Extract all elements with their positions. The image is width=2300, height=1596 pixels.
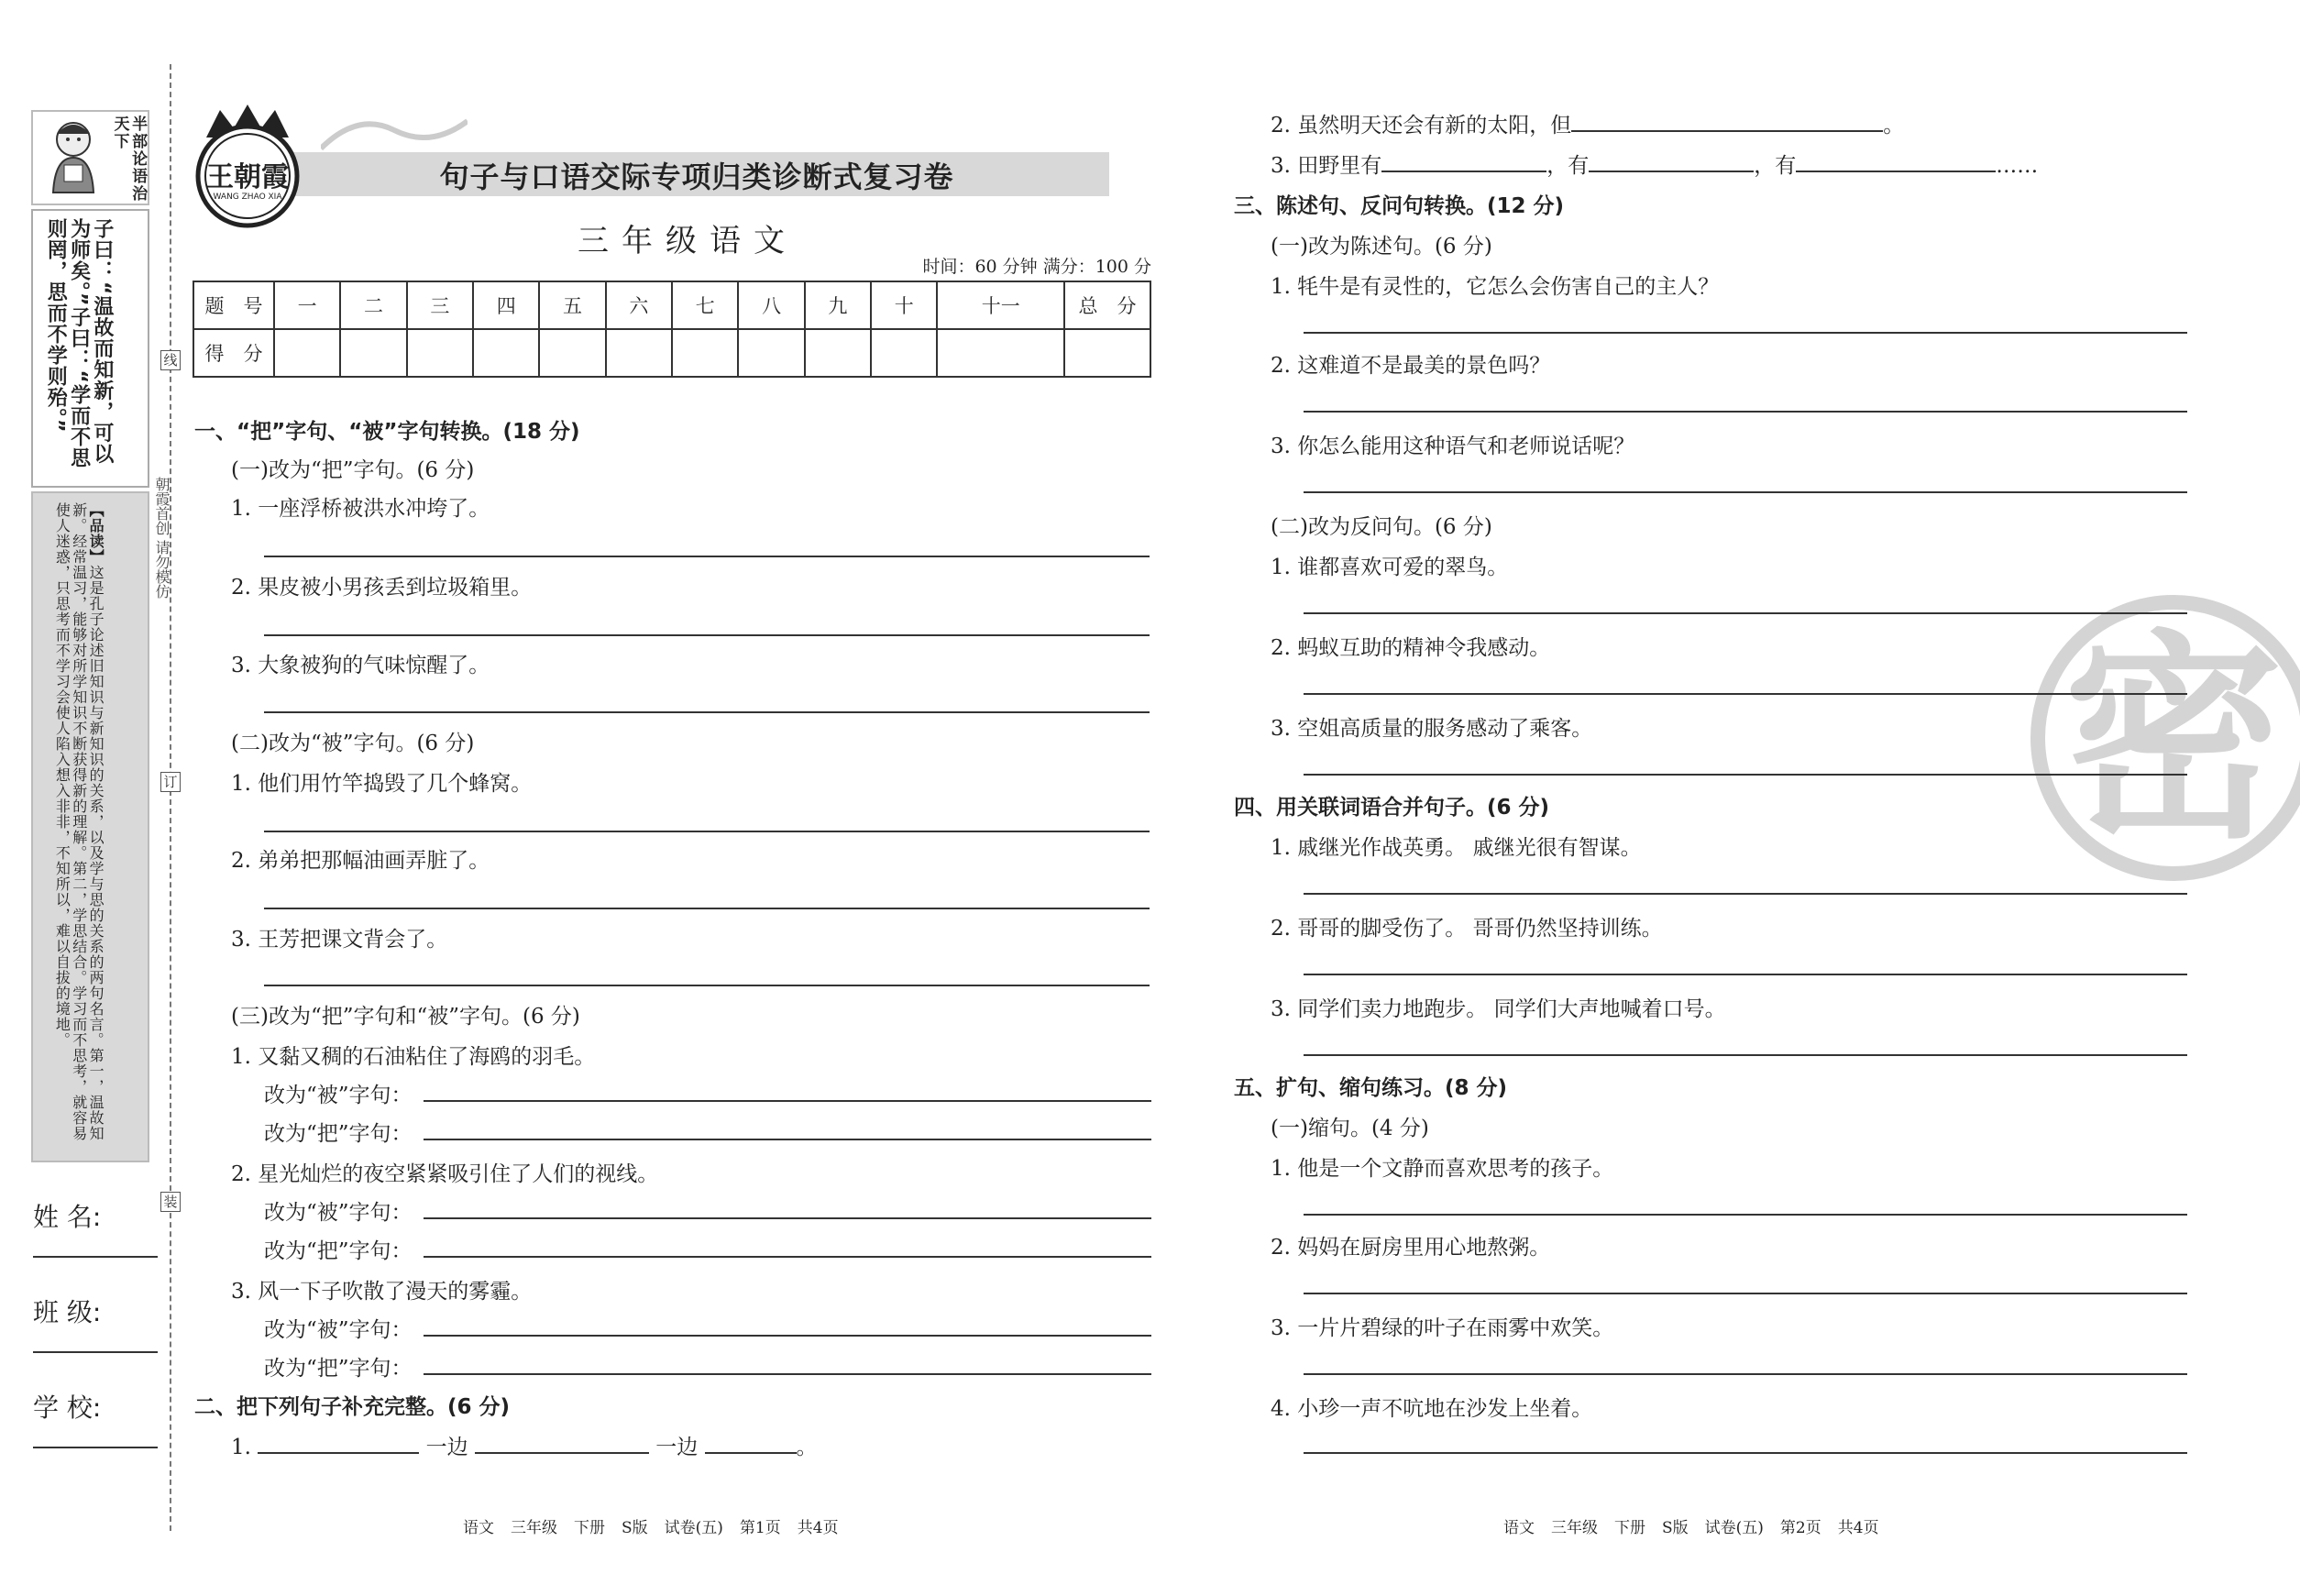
answer-line[interactable] bbox=[1304, 1054, 2187, 1056]
convert-bei-label: 改为“被”字句： bbox=[264, 1201, 413, 1225]
footer-2-subject: 语文 bbox=[1503, 1519, 1535, 1537]
question-4-1: 1. 戚继光作战英勇。 戚继光很有智谋。 bbox=[1271, 836, 1642, 860]
section-2-heading: 二、把下列句子补充完整。(6 分) bbox=[194, 1395, 511, 1419]
score-header-row bbox=[193, 281, 1150, 329]
question-2-1-a: 一边 bbox=[425, 1436, 468, 1459]
name-label: 姓 名: bbox=[33, 1202, 102, 1232]
footer-1-page: 第1页 bbox=[739, 1519, 781, 1537]
class-label: 班 级: bbox=[33, 1297, 102, 1327]
fill-blank[interactable] bbox=[258, 1432, 419, 1454]
question-5a-2: 2. 妈妈在厨房里用心地熬粥。 bbox=[1271, 1236, 1551, 1260]
class-field[interactable] bbox=[33, 1293, 158, 1329]
page-title: 句子与口语交际专项归类诊断式复习卷 bbox=[439, 160, 954, 194]
score-col-5: 五 bbox=[539, 281, 605, 329]
score-col-3: 三 bbox=[407, 281, 473, 329]
score-table bbox=[193, 281, 1151, 378]
series-tag: 半部论语治天下 bbox=[110, 116, 148, 203]
footer-2-volume: 下册 bbox=[1614, 1519, 1645, 1537]
score-col-2: 二 bbox=[340, 281, 406, 329]
score-col-6: 六 bbox=[606, 281, 672, 329]
footer-2-edition: S版 bbox=[1662, 1519, 1689, 1537]
score-cell[interactable] bbox=[805, 329, 871, 377]
footer-1-edition: S版 bbox=[622, 1519, 648, 1537]
question-2-1-num: 1. bbox=[231, 1436, 251, 1459]
answer-line[interactable] bbox=[1304, 974, 2187, 975]
answer-line[interactable] bbox=[424, 1373, 1151, 1375]
section-4-heading: 四、用关联词语合并句子。(6 分) bbox=[1234, 796, 1550, 820]
score-cell[interactable] bbox=[407, 329, 473, 377]
answer-line[interactable] bbox=[1304, 411, 2187, 413]
section-5-heading: 五、扩句、缩句练习。(8 分) bbox=[1234, 1076, 1508, 1100]
answer-line[interactable] bbox=[1304, 1373, 2187, 1375]
footer-2-total: 共4页 bbox=[1837, 1519, 1879, 1537]
cut-mark-zhuang: 装 bbox=[160, 1192, 181, 1212]
answer-line[interactable] bbox=[264, 908, 1150, 909]
question-2-3-mid1: ，有 bbox=[1546, 154, 1590, 178]
score-col-4: 四 bbox=[473, 281, 539, 329]
brand-name-en: WANG ZHAO XIA bbox=[213, 193, 282, 202]
school-label: 学 校: bbox=[33, 1392, 102, 1423]
answer-line[interactable] bbox=[264, 556, 1150, 557]
question-2-1 bbox=[231, 1430, 818, 1460]
question-1c-2: 2. 星光灿烂的夜空紧紧吸引住了人们的视线。 bbox=[231, 1162, 659, 1186]
name-input-line[interactable] bbox=[33, 1256, 158, 1258]
question-1a-1: 1. 一座浮桥被洪水冲垮了。 bbox=[231, 497, 490, 521]
question-3b-3: 3. 空姐高质量的服务感动了乘客。 bbox=[1271, 717, 1593, 741]
time-info: 时间：60 分钟 满分：100 分 bbox=[922, 257, 1151, 277]
notice-text: 朝霞首创 请勿模仿 bbox=[153, 477, 171, 600]
footer-2-page: 第2页 bbox=[1779, 1519, 1821, 1537]
convert-ba-label: 改为“把”字句： bbox=[264, 1357, 413, 1381]
answer-line[interactable] bbox=[1304, 893, 2187, 895]
fill-blank[interactable] bbox=[1381, 150, 1546, 172]
score-cell[interactable] bbox=[340, 329, 406, 377]
question-2-3-mid2: ，有 bbox=[1754, 154, 1797, 178]
commentary-text bbox=[53, 502, 104, 1150]
brand-name: 王朝霞 bbox=[206, 161, 289, 193]
answer-line[interactable] bbox=[424, 1139, 1151, 1140]
answer-line[interactable] bbox=[1304, 1452, 2187, 1454]
fill-blank[interactable] bbox=[705, 1432, 797, 1454]
question-2-1-end: 。 bbox=[796, 1436, 818, 1459]
question-3a-3: 3. 你怎么能用这种语气和老师说话呢？ bbox=[1271, 435, 1635, 458]
name-field[interactable] bbox=[33, 1197, 158, 1234]
answer-line[interactable] bbox=[264, 985, 1150, 986]
question-3a-1: 1. 牦牛是有灵性的，它怎么会伤害自己的主人？ bbox=[1271, 275, 1720, 299]
score-col-7: 七 bbox=[672, 281, 738, 329]
fill-blank[interactable] bbox=[1589, 150, 1754, 172]
footer-2-paper: 试卷(五) bbox=[1704, 1519, 1764, 1537]
section-1-heading: 一、“把”字句、“被”字句转换。(18 分) bbox=[194, 420, 580, 444]
question-2-2-pre: 2. 虽然明天还会有新的太阳，但 bbox=[1271, 114, 1572, 138]
score-cell[interactable] bbox=[871, 329, 937, 377]
section-5a-heading: (一)缩句。(4 分) bbox=[1271, 1117, 1429, 1140]
section-1b-heading: (二)改为“被”字句。(6 分) bbox=[231, 732, 475, 755]
cut-line bbox=[170, 64, 171, 1531]
question-4-3: 3. 同学们卖力地跑步。 同学们大声地喊着口号。 bbox=[1271, 997, 1726, 1021]
answer-line[interactable] bbox=[1304, 612, 2187, 614]
answer-line[interactable] bbox=[424, 1217, 1151, 1219]
question-2-2-end: 。 bbox=[1883, 114, 1905, 138]
cut-mark-ding: 订 bbox=[160, 772, 181, 792]
score-col-12: 总 分 bbox=[1064, 281, 1150, 329]
question-1c-1: 1. 又黏又稠的石油粘住了海鸥的羽毛。 bbox=[231, 1045, 596, 1069]
question-5a-4: 4. 小珍一声不吭地在沙发上坐着。 bbox=[1271, 1397, 1593, 1421]
page-subtitle: 三年级语文 bbox=[578, 223, 798, 259]
answer-line[interactable] bbox=[1304, 332, 2187, 334]
question-5a-3: 3. 一片片碧绿的叶子在雨雾中欢笑。 bbox=[1271, 1316, 1614, 1340]
mascot-icon bbox=[37, 117, 110, 198]
confidential-stamp bbox=[2022, 587, 2300, 893]
section-3b-heading: (二)改为反问句。(6 分) bbox=[1271, 515, 1492, 539]
score-col-9: 九 bbox=[805, 281, 871, 329]
question-2-3-end: …… bbox=[1996, 154, 2039, 178]
answer-line[interactable] bbox=[1304, 1293, 2187, 1294]
section-1a-heading: (一)改为“把”字句。(6 分) bbox=[231, 458, 475, 482]
convert-ba-label: 改为“把”字句： bbox=[264, 1122, 413, 1146]
answer-line[interactable] bbox=[264, 634, 1150, 636]
score-cell[interactable] bbox=[937, 329, 1064, 377]
answer-line[interactable] bbox=[1304, 1214, 2187, 1216]
score-col-1: 一 bbox=[274, 281, 340, 329]
question-1a-3: 3. 大象被狗的气味惊醒了。 bbox=[231, 654, 490, 677]
answer-line[interactable] bbox=[424, 1335, 1151, 1337]
question-3b-2: 2. 蚂蚁互助的精神令我感动。 bbox=[1271, 636, 1551, 660]
score-col-8: 八 bbox=[738, 281, 804, 329]
question-1b-1: 1. 他们用竹竿捣毁了几个蜂窝。 bbox=[231, 772, 533, 796]
stamp-char: 密 bbox=[2063, 611, 2284, 868]
score-row-label: 得 分 bbox=[193, 329, 274, 377]
answer-line[interactable] bbox=[264, 831, 1150, 832]
answer-line[interactable] bbox=[1304, 491, 2187, 493]
fill-blank[interactable] bbox=[1796, 150, 1996, 172]
score-cell[interactable] bbox=[473, 329, 539, 377]
footer-1-total: 共4页 bbox=[797, 1519, 839, 1537]
question-3a-2: 2. 这难道不是最美的景色吗？ bbox=[1271, 354, 1551, 378]
footer-page-1 bbox=[463, 1514, 839, 1537]
question-5a-1: 1. 他是一个文静而喜欢思考的孩子。 bbox=[1271, 1157, 1614, 1181]
footer-1-volume: 下册 bbox=[574, 1519, 605, 1537]
question-3b-1: 1. 谁都喜欢可爱的翠鸟。 bbox=[1271, 556, 1509, 579]
section-3-heading: 三、陈述句、反问句转换。(12 分) bbox=[1234, 194, 1565, 218]
quote-text: 子曰：“温故而知新，可以为师矣。”子曰：“学而不思则罔，思而不学则殆。” bbox=[44, 218, 114, 468]
question-2-3-pre: 3. 田野里有 bbox=[1271, 154, 1382, 178]
score-cell[interactable] bbox=[539, 329, 605, 377]
score-col-10: 十 bbox=[871, 281, 937, 329]
question-1a-2: 2. 果皮被小男孩丢到垃圾箱里。 bbox=[231, 576, 533, 600]
commentary-body: 这是孔子论述旧知识与新知识的关系，以及学与思的关系的两句名言。第一，温故知新。经常温习，能够对所学知识不断获得新的理解。第二，学思结合。学习而不思考，就容易使人迷惑，只思考而不学习会使人陷入想入非非，不知所以，难以自拔的境地。 bbox=[53, 502, 105, 1141]
section-3a-heading: (一)改为陈述句。(6 分) bbox=[1271, 235, 1492, 259]
school-field[interactable] bbox=[33, 1388, 158, 1425]
class-input-line[interactable] bbox=[33, 1351, 158, 1353]
footer-page-2 bbox=[1503, 1514, 1879, 1537]
footer-1-grade: 三年级 bbox=[511, 1519, 557, 1537]
answer-line[interactable] bbox=[424, 1100, 1151, 1102]
score-col-0: 题 号 bbox=[193, 281, 274, 329]
footer-2-grade: 三年级 bbox=[1551, 1519, 1598, 1537]
question-2-3 bbox=[1271, 149, 2038, 179]
convert-ba-label: 改为“把”字句： bbox=[264, 1239, 413, 1263]
score-cell[interactable] bbox=[274, 329, 340, 377]
answer-line[interactable] bbox=[1304, 774, 2187, 776]
answer-line[interactable] bbox=[264, 711, 1150, 713]
score-value-row bbox=[193, 329, 1150, 377]
question-1c-3: 3. 风一下子吹散了漫天的雾霾。 bbox=[231, 1280, 533, 1304]
question-2-2 bbox=[1271, 108, 1904, 138]
question-2-1-b: 一边 bbox=[655, 1436, 699, 1459]
footer-1-paper: 试卷(五) bbox=[664, 1519, 723, 1537]
cut-mark-xian: 线 bbox=[160, 350, 181, 370]
question-4-2: 2. 哥哥的脚受伤了。 哥哥仍然坚持训练。 bbox=[1271, 917, 1663, 941]
score-col-11: 十一 bbox=[937, 281, 1064, 329]
score-cell[interactable] bbox=[606, 329, 672, 377]
convert-bei-label: 改为“被”字句： bbox=[264, 1084, 413, 1107]
footer-1-subject: 语文 bbox=[463, 1519, 494, 1537]
school-input-line[interactable] bbox=[33, 1447, 158, 1448]
score-cell[interactable] bbox=[738, 329, 804, 377]
convert-bei-label: 改为“被”字句： bbox=[264, 1318, 413, 1342]
score-cell[interactable] bbox=[1064, 329, 1150, 377]
score-cell[interactable] bbox=[672, 329, 738, 377]
fill-blank[interactable] bbox=[1571, 110, 1883, 132]
question-1b-2: 2. 弟弟把那幅油画弄脏了。 bbox=[231, 849, 490, 873]
answer-line[interactable] bbox=[1304, 693, 2187, 695]
answer-line[interactable] bbox=[424, 1256, 1151, 1258]
commentary-label: 【品读】 bbox=[87, 502, 105, 565]
question-1b-3: 3. 王芳把课文背会了。 bbox=[231, 928, 448, 952]
section-1c-heading: (三)改为“把”字句和“被”字句。(6 分) bbox=[231, 1005, 580, 1029]
fill-blank[interactable] bbox=[475, 1432, 649, 1454]
